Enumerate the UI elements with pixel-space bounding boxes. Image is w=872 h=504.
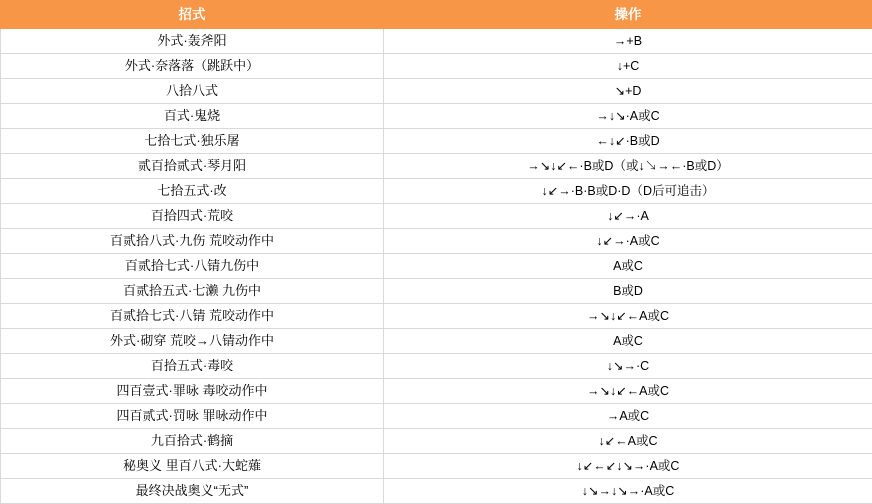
cell-command: →+B	[384, 29, 872, 54]
table-row	[1, 304, 872, 329]
cell-command: →↘↓↙←A或C	[384, 304, 872, 329]
cell-move-name: 百贰拾五式·七濑 九伤中	[1, 279, 384, 304]
cell-move-name: 百贰拾七式·八锖九伤中	[1, 254, 384, 279]
cell-move-name: 九百拾式·鹤摘	[1, 429, 384, 454]
column-header-command: 操作	[384, 1, 872, 29]
cell-command: ↓↙→·A	[384, 204, 872, 229]
table-row	[1, 254, 872, 279]
table-row	[1, 54, 872, 79]
table-row	[1, 479, 872, 504]
table-row	[1, 329, 872, 354]
table-row	[1, 79, 872, 104]
cell-command: ↓↙→·A或C	[384, 229, 872, 254]
cell-command: ↘+D	[384, 79, 872, 104]
table-row	[1, 129, 872, 154]
cell-move-name: 秘奥义 里百八式·大蛇薙	[1, 454, 384, 479]
cell-command: A或C	[384, 254, 872, 279]
cell-move-name: 八拾八式	[1, 79, 384, 104]
cell-command: ←↓↙·B或D	[384, 129, 872, 154]
cell-command: ↓+C	[384, 54, 872, 79]
cell-move-name: 最终决战奥义“无式”	[1, 479, 384, 504]
cell-move-name: 百贰拾七式·八锖 荒咬动作中	[1, 304, 384, 329]
table-row	[1, 379, 872, 404]
cell-move-name: 四百贰式·罚咏 罪咏动作中	[1, 404, 384, 429]
cell-command: ↓↙→·B·B或D·D（D后可追击）	[384, 179, 872, 204]
table-row	[1, 354, 872, 379]
table-row	[1, 404, 872, 429]
cell-move-name: 百拾五式·毒咬	[1, 354, 384, 379]
table-row	[1, 29, 872, 54]
cell-move-name: 外式·奈落落（跳跃中）	[1, 54, 384, 79]
table-row	[1, 104, 872, 129]
column-header-move-name: 招式	[1, 1, 384, 29]
cell-move-name: 七拾七式·独乐屠	[1, 129, 384, 154]
table-row	[1, 279, 872, 304]
cell-move-name: 百拾四式·荒咬	[1, 204, 384, 229]
table-row	[1, 229, 872, 254]
cell-command: ↓↘→↓↘→·A或C	[384, 479, 872, 504]
cell-command: B或D	[384, 279, 872, 304]
cell-command: →A或C	[384, 404, 872, 429]
table-row	[1, 429, 872, 454]
cell-move-name: 七拾五式·改	[1, 179, 384, 204]
cell-command: ↓↙←↙↓↘→·A或C	[384, 454, 872, 479]
table-header-row	[1, 1, 872, 29]
table-body	[1, 29, 872, 504]
cell-command: A或C	[384, 329, 872, 354]
cell-move-name: 外式·砌穿 荒咬→八锖动作中	[1, 329, 384, 354]
cell-move-name: 贰百拾贰式·琴月阳	[1, 154, 384, 179]
cell-move-name: 外式·轰斧阳	[1, 29, 384, 54]
cell-command: →↘↓↙←·B或D（或↓↘→←·B或D）	[384, 154, 872, 179]
table-row	[1, 204, 872, 229]
cell-command: ↓↘→·C	[384, 354, 872, 379]
cell-command: →↘↓↙←A或C	[384, 379, 872, 404]
cell-command: ↓↙←A或C	[384, 429, 872, 454]
cell-move-name: 百式·鬼烧	[1, 104, 384, 129]
cell-move-name: 百贰拾八式·九伤 荒咬动作中	[1, 229, 384, 254]
cell-command: →↓↘·A或C	[384, 104, 872, 129]
table-row	[1, 154, 872, 179]
table-row	[1, 179, 872, 204]
cell-move-name: 四百壹式·罪咏 毒咬动作中	[1, 379, 384, 404]
